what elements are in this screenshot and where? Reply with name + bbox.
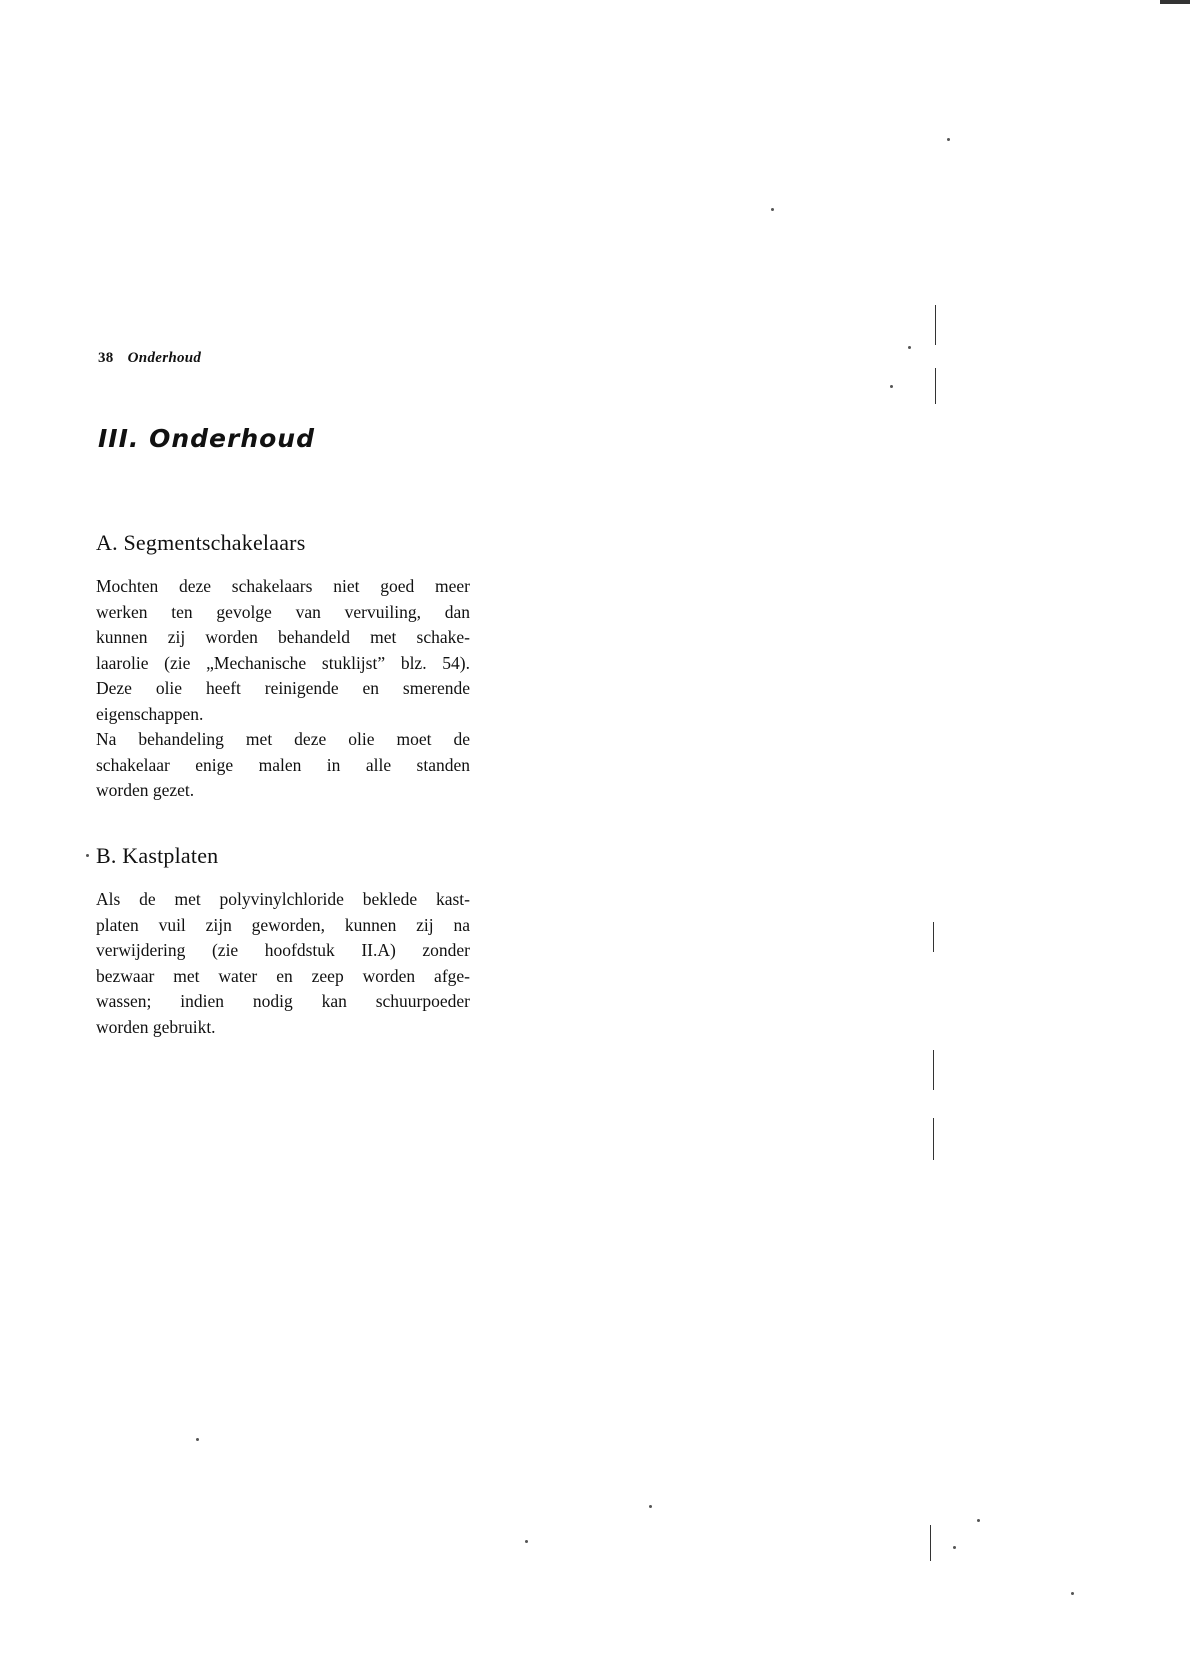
scan-artifact-dot	[953, 1546, 956, 1549]
scan-artifact-line	[933, 922, 934, 952]
scan-artifact-dot	[977, 1519, 980, 1522]
body-line: wassen; indien nodig kan schuurpoeder	[96, 991, 470, 1011]
scan-artifact-dot	[771, 208, 774, 211]
chapter-title: III. Onderhoud	[98, 424, 316, 453]
body-line: schakelaar enige malen in alle standen	[96, 754, 470, 775]
scan-artifact-dot	[649, 1505, 652, 1508]
section-heading: B. Kastplaten	[96, 843, 219, 868]
section-body	[96, 574, 470, 804]
scan-artifact-dot	[890, 385, 893, 388]
scan-artifact-line	[933, 1118, 934, 1160]
scan-artifact-dot	[196, 1438, 199, 1441]
scan-artifact-dot	[525, 1540, 528, 1543]
body-line: eigenschappen.	[96, 703, 204, 724]
scan-artifact-dot	[86, 854, 89, 857]
scan-artifact-dot	[947, 138, 950, 141]
body-line: platen vuil zijn geworden, kunnen zij na	[96, 914, 470, 935]
scan-artifact-line	[933, 1050, 934, 1090]
section-segmentschakelaars	[96, 530, 470, 804]
scan-artifact-line	[935, 305, 936, 345]
scan-artifact-dot	[1071, 1592, 1074, 1595]
page-number: 38	[98, 350, 114, 366]
running-header	[98, 350, 201, 367]
body-line: laarolie (zie „Mechanische stuklijst” blz. 54).	[96, 652, 470, 673]
body-line: werken ten gevolge van vervuiling, dan	[96, 601, 470, 622]
body-line: Deze olie heeft reinigende en smerende	[96, 678, 470, 698]
running-title: Onderhoud	[127, 350, 202, 366]
body-line: worden gebruikt.	[96, 1016, 216, 1037]
body-line: bezwaar met water en zeep worden afge-	[96, 965, 470, 986]
scan-artifact-top-bar	[1160, 0, 1190, 4]
section-kastplaten	[96, 843, 470, 1040]
body-line: Mochten deze schakelaars niet goed meer	[96, 576, 470, 596]
body-line: kunnen zij worden behandeld met schake-	[96, 627, 470, 647]
scan-artifact-line	[930, 1525, 931, 1561]
scan-artifact-dot	[908, 346, 911, 349]
body-line: Als de met polyvinylchloride beklede kast-	[96, 889, 470, 909]
section-body	[96, 887, 470, 1040]
body-line: worden gezet.	[96, 780, 195, 800]
section-heading: A. Segmentschakelaars	[96, 530, 306, 555]
body-line: Na behandeling met deze olie moet de	[96, 729, 470, 749]
body-line: verwijdering (zie hoofdstuk II.A) zonder	[96, 940, 470, 960]
scan-artifact-line	[935, 368, 936, 404]
